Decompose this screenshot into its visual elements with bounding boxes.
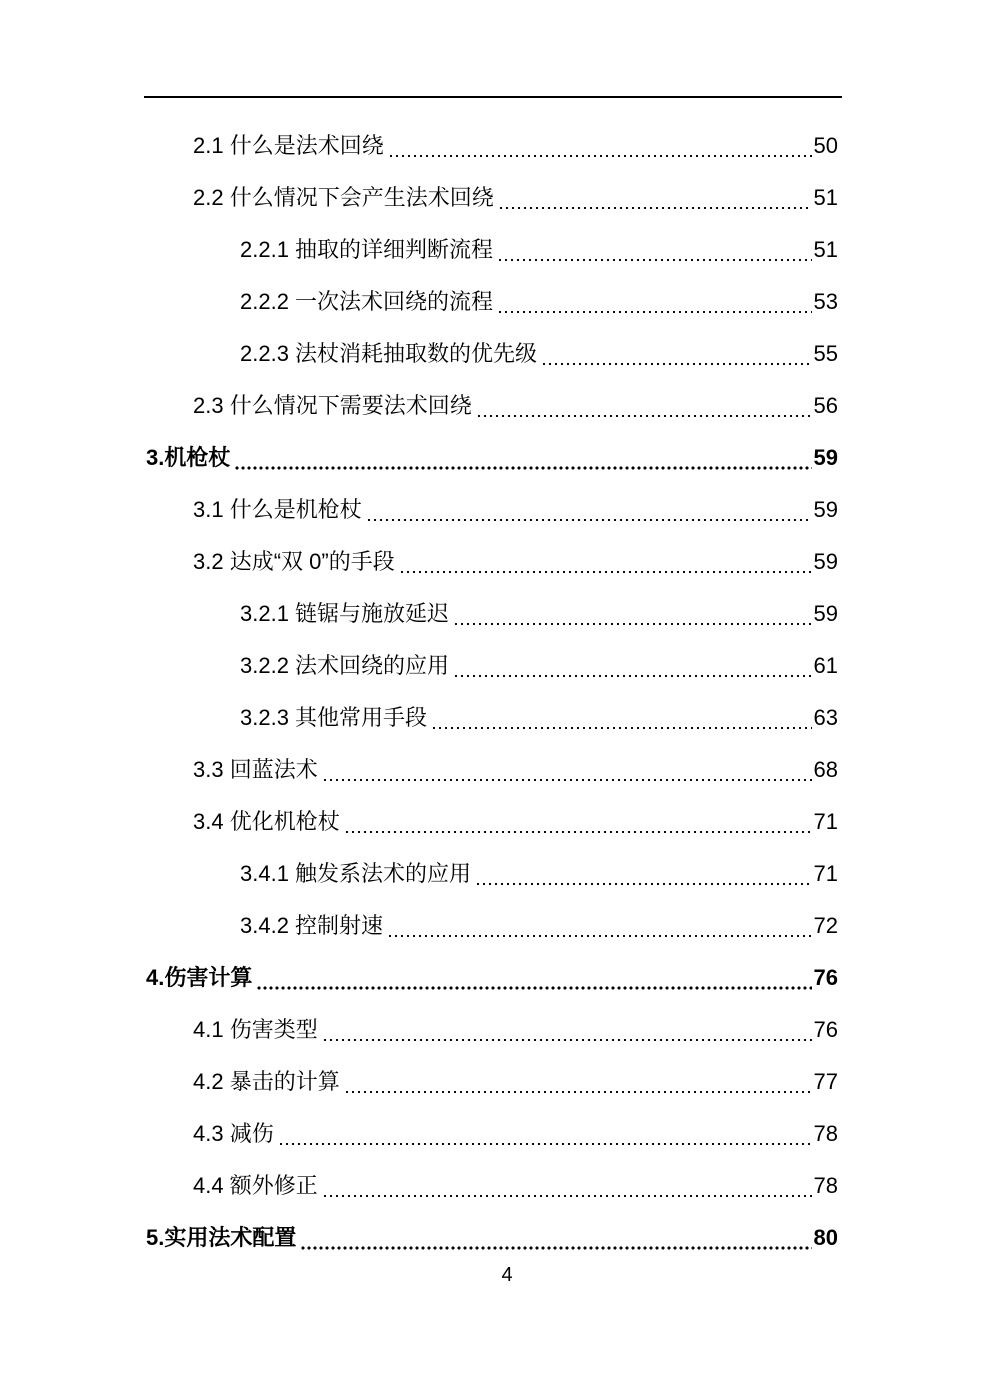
toc-entry-page: 68: [813, 757, 838, 782]
toc-entry-title: 2.2 什么情况下会产生法术回绕: [193, 185, 494, 210]
toc-entry-title: 4.3 减伤: [193, 1121, 274, 1146]
toc-entry[interactable]: [193, 1056, 838, 1108]
toc-entry-title: 3.4.2 控制射速: [240, 913, 384, 938]
toc-entry[interactable]: [240, 588, 838, 640]
toc-entry[interactable]: [240, 848, 838, 900]
toc-entry[interactable]: [193, 1108, 838, 1160]
toc-entry-page: 55: [813, 341, 838, 366]
toc-entry-title: 3.1 什么是机枪杖: [193, 497, 362, 522]
toc-entry-title: 3.机枪杖: [146, 445, 231, 470]
toc-entry-title: 4.2 暴击的计算: [193, 1069, 340, 1094]
toc-entry-title: 3.4.1 触发系法术的应用: [240, 861, 472, 886]
toc-entry-title: 2.1 什么是法术回绕: [193, 133, 384, 158]
toc-dot-leader: [476, 414, 812, 418]
toc-entry[interactable]: [193, 1004, 838, 1056]
toc-entry-page: 59: [813, 601, 838, 626]
toc-dot-leader: [399, 570, 812, 574]
toc-entry-title: 3.3 回蓝法术: [193, 757, 318, 782]
toc-dot-leader: [475, 882, 811, 886]
toc-entry-title: 2.2.1 抽取的详细判断流程: [240, 237, 494, 262]
toc-dot-leader: [256, 986, 811, 990]
toc-entry[interactable]: [193, 1160, 838, 1212]
toc-entry-page: 56: [813, 393, 838, 418]
toc-dot-leader: [541, 362, 811, 366]
toc-entry-page: 71: [813, 809, 838, 834]
toc-entry[interactable]: [193, 796, 838, 848]
toc-entry-page: 78: [813, 1173, 838, 1198]
toc-dot-leader: [498, 206, 812, 210]
toc-entry-page: 51: [813, 237, 838, 262]
toc-entry-title: 4.1 伤害类型: [193, 1017, 318, 1042]
page-number: 4: [501, 1264, 513, 1286]
toc-dot-leader: [234, 466, 811, 470]
toc-entry-page: 76: [813, 1017, 838, 1042]
toc-chapter-entry[interactable]: [146, 1212, 838, 1264]
toc-entry[interactable]: [193, 484, 838, 536]
toc-entry-page: 50: [813, 133, 838, 158]
toc-entry-page: 61: [813, 653, 838, 678]
toc-dot-leader: [366, 518, 812, 522]
toc-dot-leader: [453, 622, 811, 626]
toc-entry-page: 80: [813, 1225, 838, 1250]
toc-entry-title: 3.2.1 链锯与施放延迟: [240, 601, 450, 626]
toc-dot-leader: [278, 1142, 812, 1146]
toc-entry-page: 77: [813, 1069, 838, 1094]
toc-entry[interactable]: [193, 172, 838, 224]
header-rule: [144, 96, 842, 98]
toc-dot-leader: [453, 674, 811, 678]
toc-dot-leader: [322, 1194, 812, 1198]
toc-entry[interactable]: [240, 900, 838, 952]
toc-entry[interactable]: [240, 276, 838, 328]
toc-dot-leader: [497, 310, 811, 314]
toc-entry-title: 3.4 优化机枪杖: [193, 809, 340, 834]
toc-entry-page: 59: [813, 497, 838, 522]
toc-dot-leader: [344, 830, 812, 834]
toc-entry[interactable]: [193, 744, 838, 796]
toc-entry[interactable]: [193, 120, 838, 172]
toc-entry-page: 63: [813, 705, 838, 730]
toc-dot-leader: [431, 726, 811, 730]
toc-chapter-entry[interactable]: [146, 952, 838, 1004]
toc-entry-title: 5.实用法术配置: [146, 1225, 297, 1250]
toc-chapter-entry[interactable]: [146, 432, 838, 484]
toc-dot-leader: [300, 1246, 811, 1250]
toc-dot-leader: [322, 1038, 812, 1042]
toc-entry-title: 3.2.3 其他常用手段: [240, 705, 428, 730]
toc-dot-leader: [344, 1090, 812, 1094]
toc-entry-page: 59: [813, 549, 838, 574]
toc-entry[interactable]: [193, 380, 838, 432]
toc-entry-page: 76: [813, 965, 838, 990]
toc-entry[interactable]: [240, 692, 838, 744]
toc-entry-title: 3.2.2 法术回绕的应用: [240, 653, 450, 678]
toc-entry-title: 4.4 额外修正: [193, 1173, 318, 1198]
toc-entry[interactable]: [240, 640, 838, 692]
toc-entry[interactable]: [240, 328, 838, 380]
toc-entry-page: 71: [813, 861, 838, 886]
toc-entry-title: 4.伤害计算: [146, 965, 253, 990]
toc-entry-page: 72: [813, 913, 838, 938]
toc-entry-title: 2.2.3 法杖消耗抽取数的优先级: [240, 341, 538, 366]
toc-entry-page: 53: [813, 289, 838, 314]
toc-entry-page: 59: [813, 445, 838, 470]
toc-entry[interactable]: [240, 224, 838, 276]
toc-dot-leader: [322, 778, 812, 782]
toc-entry-title: 2.2.2 一次法术回绕的流程: [240, 289, 494, 314]
toc-entry-page: 51: [813, 185, 838, 210]
toc-entry-title: 3.2 达成“双 0”的手段: [193, 549, 395, 574]
toc-entry-page: 78: [813, 1121, 838, 1146]
toc-entry[interactable]: [193, 536, 838, 588]
toc-dot-leader: [388, 154, 812, 158]
toc-dot-leader: [387, 934, 811, 938]
toc-dot-leader: [497, 258, 811, 262]
toc-entry-title: 2.3 什么情况下需要法术回绕: [193, 393, 472, 418]
